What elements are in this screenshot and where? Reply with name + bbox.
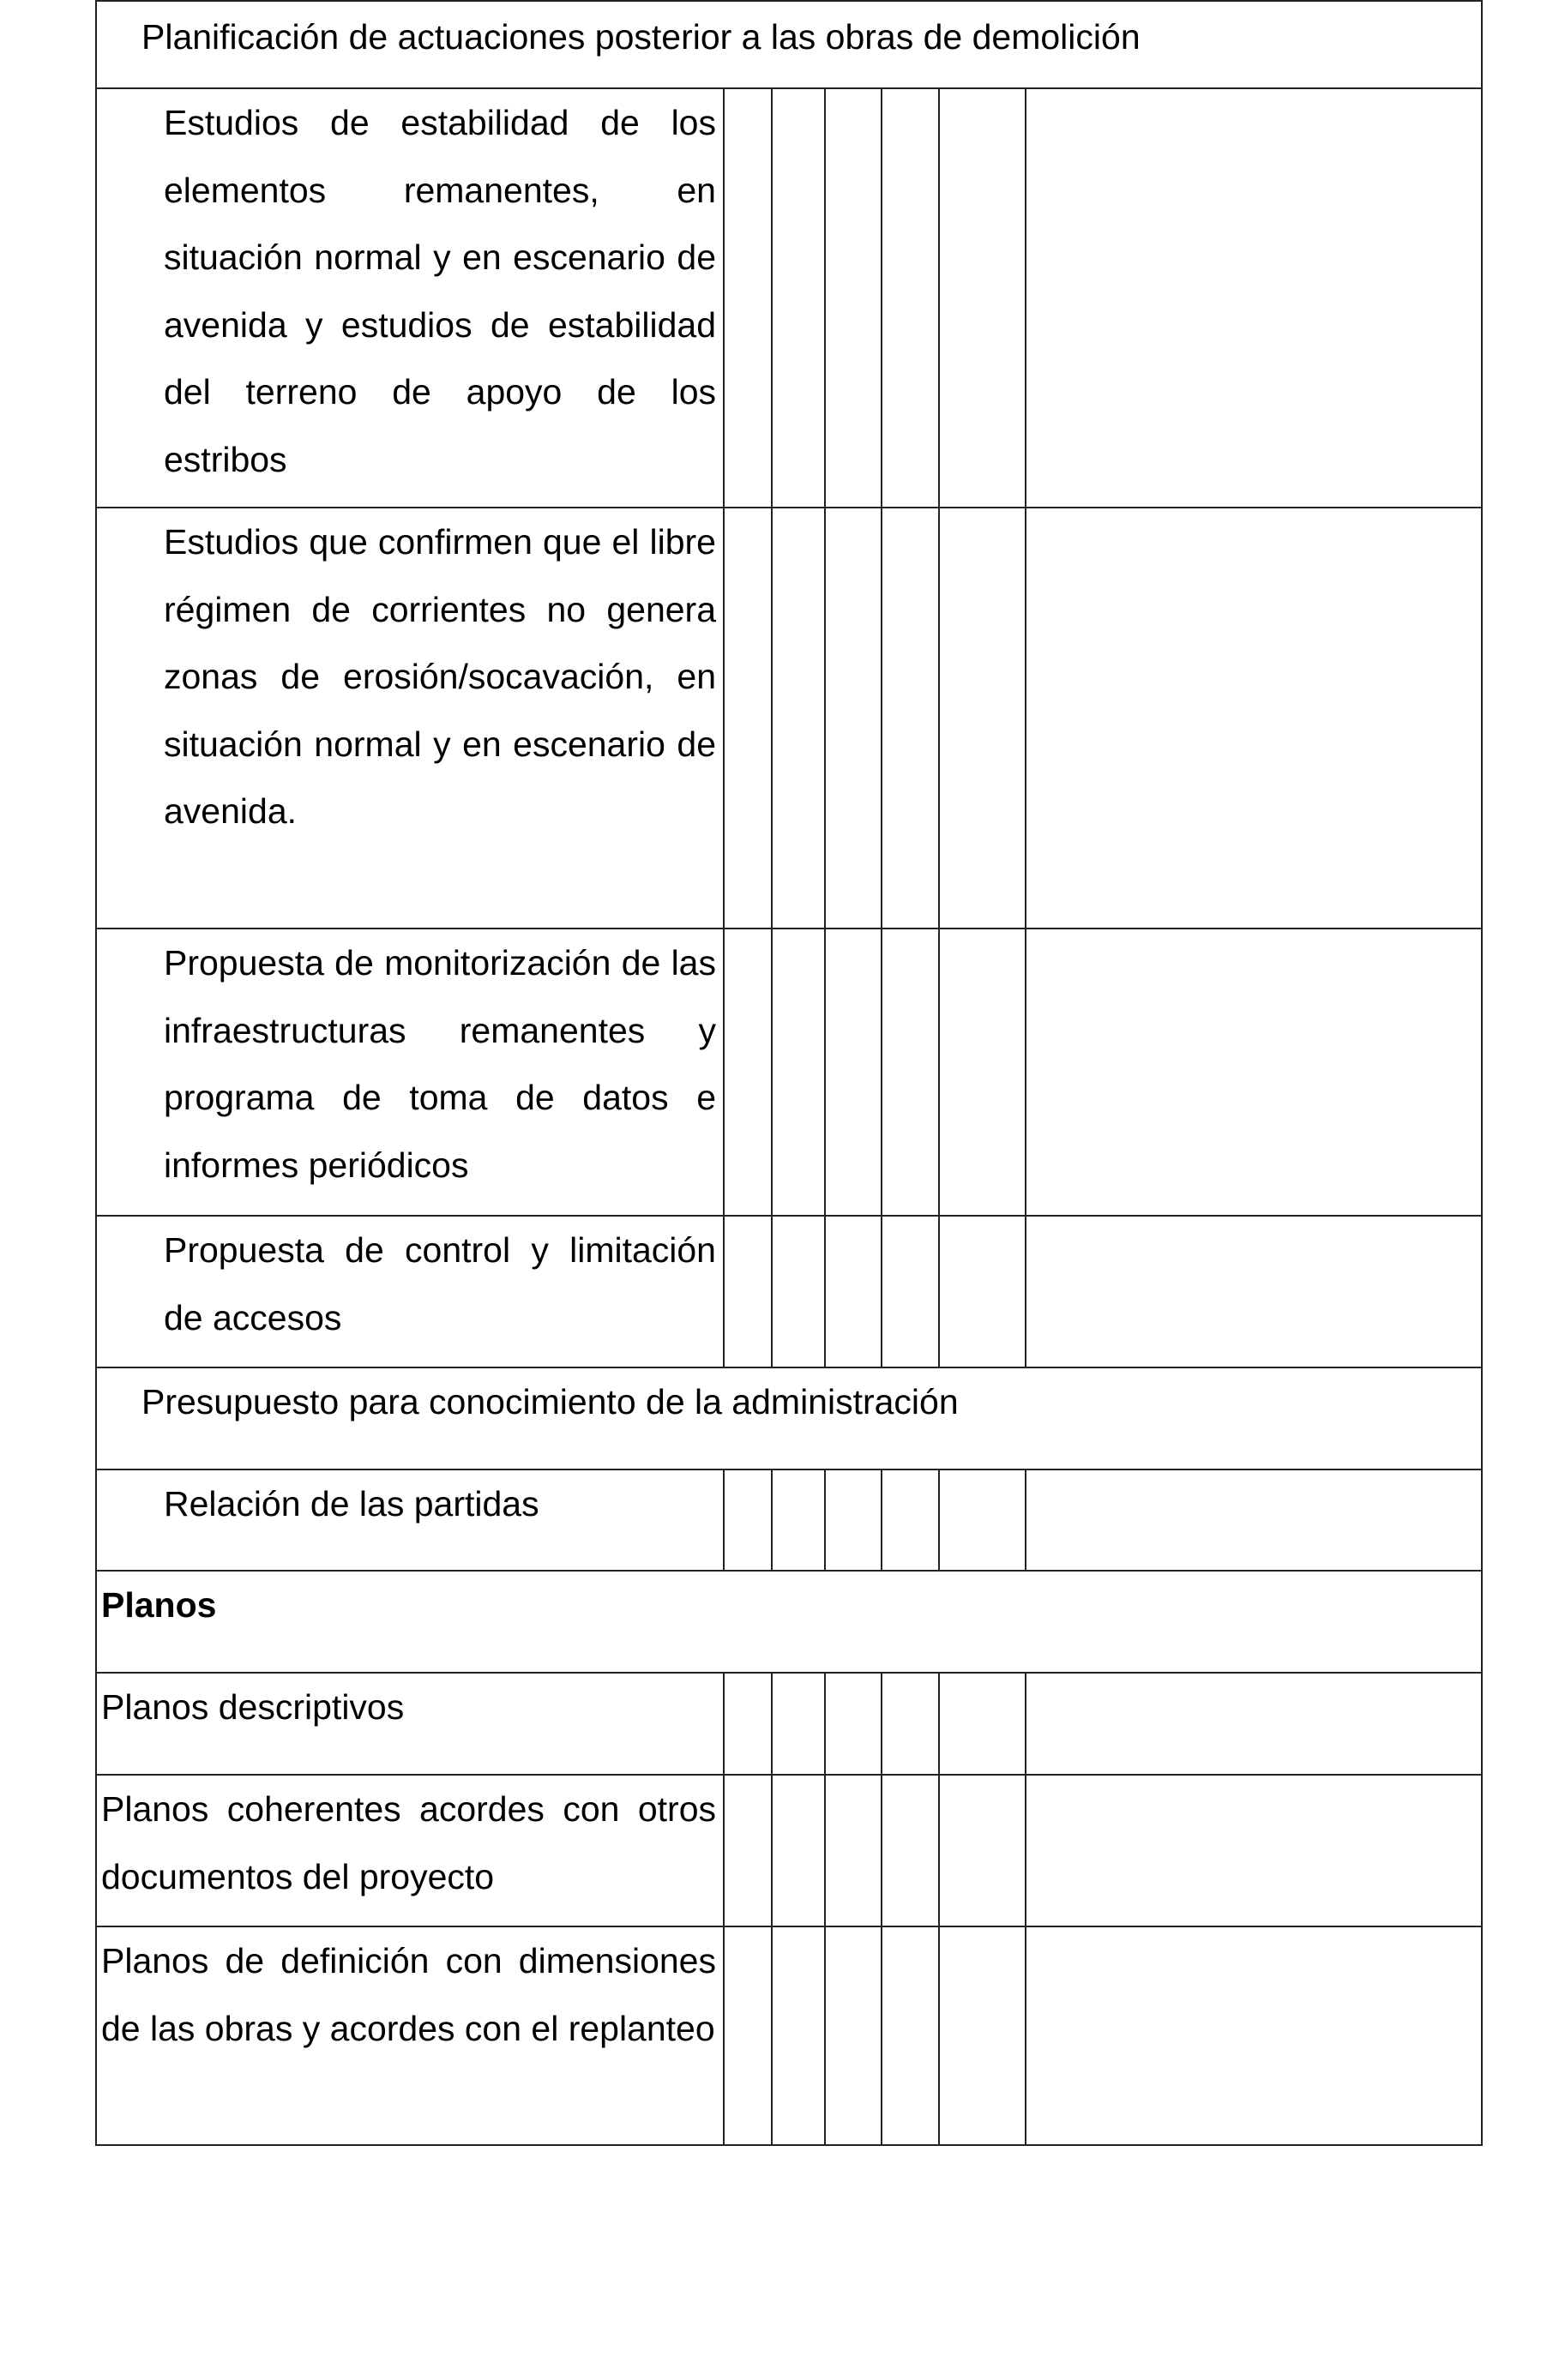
section-title: Planificación de actuaciones posterior a las obras de demolición	[141, 17, 1141, 57]
check-cell-4[interactable]	[882, 1775, 939, 1926]
check-cell-3[interactable]	[825, 1673, 882, 1775]
item-label: Planos de definición con dimensiones de las obras y acordes con el replanteo	[101, 1941, 716, 2048]
check-cell-4[interactable]	[882, 1216, 939, 1367]
check-cell-2[interactable]	[772, 88, 825, 508]
check-cell-2[interactable]	[772, 1775, 825, 1926]
check-cell-5[interactable]	[939, 929, 1026, 1216]
check-cell-1[interactable]	[724, 508, 772, 929]
item-label: Relación de las partidas	[164, 1484, 539, 1524]
check-cell-3[interactable]	[825, 508, 882, 929]
item-text-cell	[96, 508, 724, 929]
item-text-cell	[96, 1216, 724, 1367]
check-cell-4[interactable]	[882, 929, 939, 1216]
checklist-row	[96, 1775, 1482, 1926]
checklist-row	[96, 1926, 1482, 2145]
check-cell-1[interactable]	[724, 929, 772, 1216]
check-cell-3[interactable]	[825, 88, 882, 508]
category-cell	[96, 1571, 1482, 1673]
checklist-row	[96, 1673, 1482, 1775]
check-cell-5[interactable]	[939, 1926, 1026, 2145]
check-cell-1[interactable]	[724, 1216, 772, 1367]
observations-cell[interactable]	[1026, 1926, 1482, 2145]
check-cell-2[interactable]	[772, 929, 825, 1216]
check-cell-2[interactable]	[772, 1673, 825, 1775]
check-cell-3[interactable]	[825, 1926, 882, 2145]
observations-cell[interactable]	[1026, 508, 1482, 929]
section-cell	[96, 1, 1482, 88]
check-cell-1[interactable]	[724, 1926, 772, 2145]
check-cell-5[interactable]	[939, 88, 1026, 508]
check-cell-2[interactable]	[772, 1926, 825, 2145]
item-label: Planos coherentes acordes con otros documentos del proyecto	[101, 1789, 716, 1896]
check-cell-5[interactable]	[939, 508, 1026, 929]
category-row-planos	[96, 1571, 1482, 1673]
observations-cell[interactable]	[1026, 929, 1482, 1216]
category-title: Planos	[101, 1585, 217, 1625]
check-cell-4[interactable]	[882, 1926, 939, 2145]
checklist-row	[96, 1216, 1482, 1367]
check-cell-4[interactable]	[882, 88, 939, 508]
check-cell-2[interactable]	[772, 508, 825, 929]
check-cell-4[interactable]	[882, 1673, 939, 1775]
item-label: Propuesta de control y limitación de accesos	[164, 1230, 716, 1337]
observations-cell[interactable]	[1026, 88, 1482, 508]
check-cell-4[interactable]	[882, 508, 939, 929]
check-cell-1[interactable]	[724, 1775, 772, 1926]
item-text-cell	[96, 88, 724, 508]
check-cell-5[interactable]	[939, 1673, 1026, 1775]
item-text-cell	[96, 1673, 724, 1775]
checklist-row	[96, 929, 1482, 1216]
observations-cell[interactable]	[1026, 1775, 1482, 1926]
item-label: Estudios de estabilidad de los elementos remanentes, en situación normal y en escenario de avenida y estudios de estabilidad del terreno de apoyo de los estribos	[164, 103, 716, 479]
check-cell-3[interactable]	[825, 1775, 882, 1926]
section-row-planificacion	[96, 1, 1482, 88]
item-label: Planos descriptivos	[101, 1687, 405, 1727]
check-cell-1[interactable]	[724, 1469, 772, 1571]
check-cell-2[interactable]	[772, 1469, 825, 1571]
check-cell-5[interactable]	[939, 1216, 1026, 1367]
check-cell-3[interactable]	[825, 929, 882, 1216]
check-cell-1[interactable]	[724, 88, 772, 508]
check-cell-4[interactable]	[882, 1469, 939, 1571]
item-label: Propuesta de monitorización de las infraestructuras remanentes y programa de toma de datos e informes periódicos	[164, 943, 716, 1185]
observations-cell[interactable]	[1026, 1673, 1482, 1775]
observations-cell[interactable]	[1026, 1216, 1482, 1367]
item-text-cell	[96, 1775, 724, 1926]
check-cell-3[interactable]	[825, 1469, 882, 1571]
check-cell-2[interactable]	[772, 1216, 825, 1367]
checklist-row	[96, 1469, 1482, 1571]
checklist-row	[96, 508, 1482, 929]
section-row-presupuesto	[96, 1367, 1482, 1469]
observations-cell[interactable]	[1026, 1469, 1482, 1571]
item-label: Estudios que confirmen que el libre régimen de corrientes no genera zonas de erosión/socavación, en situación normal y en escenario de avenida.	[164, 522, 716, 831]
item-text-cell	[96, 929, 724, 1216]
check-cell-3[interactable]	[825, 1216, 882, 1367]
section-title: Presupuesto para conocimiento de la administración	[141, 1382, 959, 1421]
item-text-cell	[96, 1469, 724, 1571]
item-text-cell	[96, 1926, 724, 2145]
checklist-table	[95, 0, 1483, 2146]
section-cell	[96, 1367, 1482, 1469]
check-cell-5[interactable]	[939, 1775, 1026, 1926]
check-cell-1[interactable]	[724, 1673, 772, 1775]
check-cell-5[interactable]	[939, 1469, 1026, 1571]
checklist-row	[96, 88, 1482, 508]
